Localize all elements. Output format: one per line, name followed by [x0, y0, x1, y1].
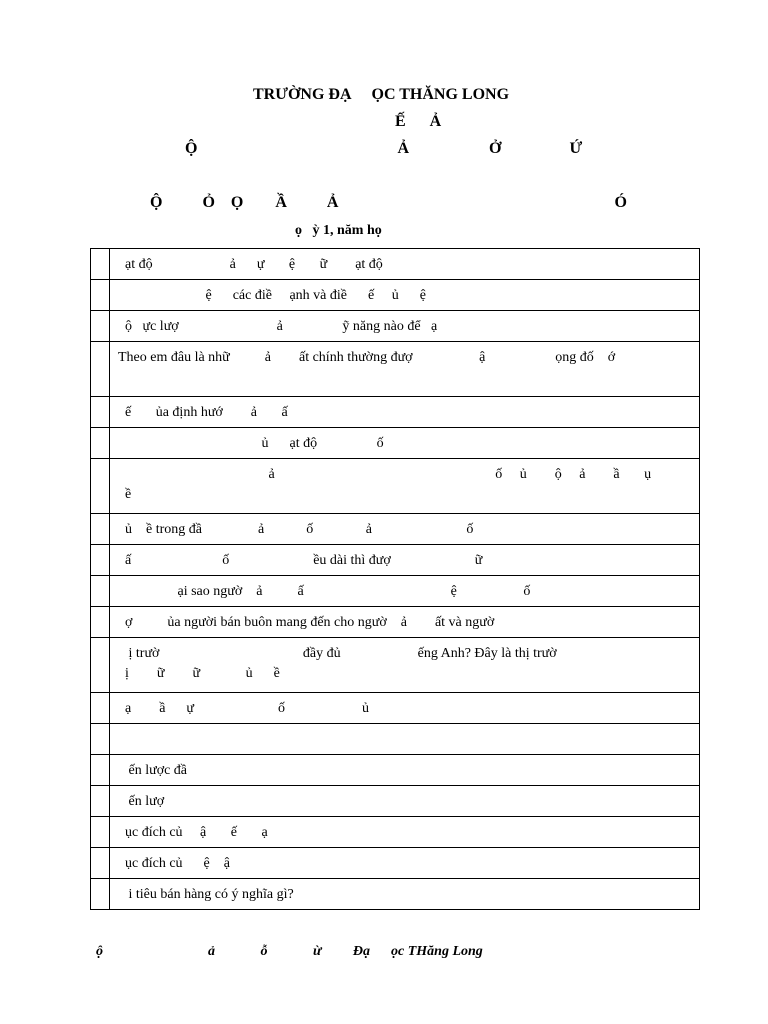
table-row: [91, 428, 700, 459]
table-row: [91, 342, 700, 397]
question-cell: ấ ố ều dài thì đượ ữ: [110, 545, 700, 576]
row-number-cell: [91, 576, 110, 607]
row-number-cell: [91, 545, 110, 576]
table-row: [91, 311, 700, 342]
row-number-cell: [91, 848, 110, 879]
row-number-cell: [91, 879, 110, 910]
question-cell: i tiêu bán hàng có ý nghĩa gì?: [110, 879, 700, 910]
table-row: [91, 879, 700, 910]
table-row: [91, 607, 700, 638]
row-number-cell: [91, 397, 110, 428]
question-cell: ủ ạt độ ố: [110, 428, 700, 459]
section-subtitle: ọ ỳ 1, năm họ: [295, 223, 382, 238]
question-cell: ạt độ ả ự ệ ữ ạt độ: [110, 249, 700, 280]
row-number-cell: [91, 459, 110, 514]
table-row: [91, 724, 700, 755]
question-cell: ệ các điề ạnh và điề ế ủ ệ: [110, 280, 700, 311]
table-row: [91, 817, 700, 848]
row-number-cell: [91, 786, 110, 817]
row-number-cell: [91, 755, 110, 786]
row-number-cell: [91, 280, 110, 311]
row-number-cell: [91, 311, 110, 342]
table-row: [91, 514, 700, 545]
university-title: TRƯỜNG ĐẠ ỌC THĂNG LONG: [253, 86, 510, 103]
question-cell: ến lượ: [110, 786, 700, 817]
table-row: [91, 545, 700, 576]
faculty-title: Ế Ả: [395, 113, 442, 130]
row-number-cell: [91, 817, 110, 848]
table-row: [91, 786, 700, 817]
table-row: [91, 459, 700, 514]
question-cell: Theo em đâu là nhữ ả ất chính thường đượ ậ ọng đố ớ: [110, 342, 700, 397]
question-cell: ị trườ đầy đủ ếng Anh? Đây là thị trườ ị ữ ữ ủ ề: [110, 638, 700, 693]
row-number-cell: [91, 342, 110, 397]
question-cell: [110, 724, 700, 755]
row-number-cell: [91, 607, 110, 638]
question-cell: ến lược đầ: [110, 755, 700, 786]
table-row: [91, 693, 700, 724]
row-number-cell: [91, 693, 110, 724]
question-cell: ục đích củ ậ ế ạ: [110, 817, 700, 848]
question-cell: ế ủa định hướ ả ấ: [110, 397, 700, 428]
question-cell: ợ ủa người bán buôn mang đến cho ngườ ả ất và ngườ: [110, 607, 700, 638]
department-title: Ộ Ả Ở Ứ: [185, 140, 583, 157]
question-cell: ục đích củ ệ ậ: [110, 848, 700, 879]
table-row: [91, 397, 700, 428]
table-row: [91, 249, 700, 280]
table-row: [91, 638, 700, 693]
question-cell: ủ ề trong đầ ả ố ả ố: [110, 514, 700, 545]
table-row: [91, 280, 700, 311]
table-row: [91, 848, 700, 879]
footer-text: ộ ả ỗ ừ Đạ ọc THăng Long: [96, 944, 483, 959]
row-number-cell: [91, 638, 110, 693]
row-number-cell: [91, 249, 110, 280]
section-title: Ộ Ỏ Ọ Ầ Ả Ó: [150, 194, 627, 211]
question-cell: ạ ầ ự ố ủ: [110, 693, 700, 724]
table-row: [91, 755, 700, 786]
question-table: [90, 248, 700, 910]
table-row: [91, 576, 700, 607]
question-cell: ộ ực lượ ả ỹ năng nào để ạ: [110, 311, 700, 342]
row-number-cell: [91, 724, 110, 755]
question-cell: ại sao ngườ ả ấ ệ ố: [110, 576, 700, 607]
row-number-cell: [91, 428, 110, 459]
row-number-cell: [91, 514, 110, 545]
question-cell: ả ố ủ ộ ả ầ ụ ề: [110, 459, 700, 514]
